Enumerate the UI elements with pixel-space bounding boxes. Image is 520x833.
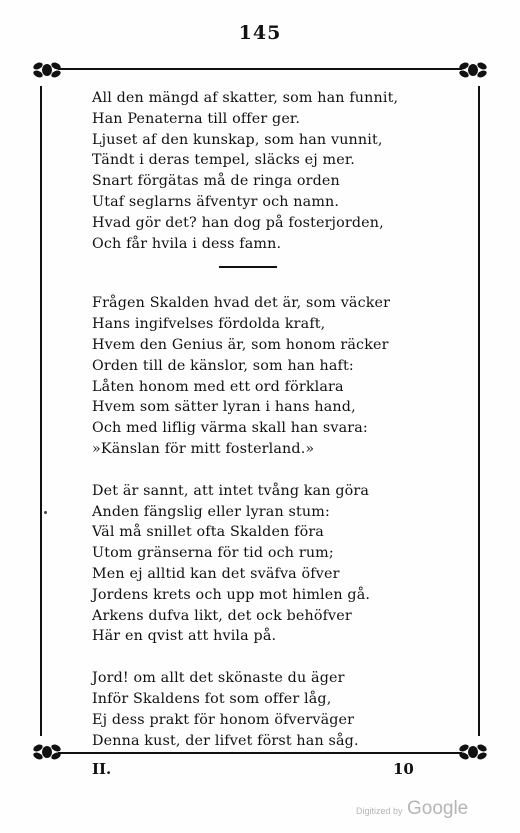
verse-line: Utom gränserna för tid och rum; [92, 545, 334, 562]
verse-line: Hvem som sätter lyran i hans hand, [92, 399, 356, 416]
verse-line: Utaf seglarns äfventyr och namn. [92, 193, 340, 210]
verse-line: Snart förgätas må de ringa orden [92, 173, 340, 190]
verse-line: Här en qvist att hvila på. [92, 628, 277, 645]
verse-line: Inför Skaldens fot som offer låg, [92, 690, 332, 707]
verse-line: Hvem den Genius är, som honom räcker [92, 336, 389, 353]
border-left-line [40, 86, 42, 736]
verse-line: Jordens krets och upp mot himlen gå. [92, 586, 371, 603]
corner-ornament-bottom-right-icon [458, 742, 488, 762]
stanza [92, 481, 432, 647]
digitized-by-watermark [356, 798, 468, 820]
verse-line: Jord! om allt det skönaste du äger [92, 670, 345, 687]
verse-line: Och med liflig värma skall han svara: [92, 420, 368, 437]
verse-line: Hans ingifvelses fördolda kraft, [92, 316, 326, 333]
verse-line: Låten honom med ett ord förklara [92, 378, 344, 395]
verse-line: All den mängd af skatter, som han funnit, [92, 90, 399, 106]
corner-ornament-bottom-left-icon [32, 742, 62, 762]
signature-mark: II. [92, 760, 112, 778]
stanza [92, 668, 432, 751]
border-right-line [478, 86, 480, 736]
ink-speck [44, 511, 47, 514]
verse-line: Och får hvila i dess famn. [92, 235, 282, 252]
verse-line: Denna kust, der lifvet först han såg. [92, 732, 359, 749]
verse-line: Väl må snillet ofta Skalden föra [92, 524, 324, 541]
verse-line: Men ej alltid kan det sväfva öfver [92, 565, 340, 582]
verse-line: Ljuset af den kunskap, som han vunnit, [92, 131, 383, 148]
sheet-number: 10 [393, 760, 414, 778]
verse-line: Ej dess prakt för honom öfverväger [92, 711, 355, 728]
border-top-line [58, 68, 462, 70]
corner-ornament-top-left-icon [32, 60, 62, 80]
page-number: 145 [238, 22, 282, 44]
verse-line: Han Penaterna till offer ger. [92, 110, 301, 127]
verse-line: Anden fängslig eller lyran stum: [92, 503, 330, 520]
verse-line: Frågen Skalden hvad det är, som väcker [92, 295, 391, 312]
section-divider [219, 266, 277, 268]
verse-line: »Känslan för mitt fosterland.» [92, 440, 315, 457]
verse-line: Hvad gör det? han dog på fosterjorden, [92, 214, 384, 231]
stanza [92, 88, 432, 254]
digitized-label: Digitized by [356, 806, 403, 816]
poem-body [92, 88, 432, 751]
verse-line: Arkens dufva likt, det ock behöfver [92, 607, 352, 624]
verse-line: Orden till de känslor, som han haft: [92, 357, 354, 374]
corner-ornament-top-right-icon [458, 60, 488, 80]
google-logo: Google [406, 798, 469, 819]
stanza [92, 293, 432, 459]
border-bottom-line [58, 752, 462, 754]
verse-line: Det är sannt, att intet tvång kan göra [92, 482, 370, 499]
verse-line: Tändt i deras tempel, släcks ej mer. [92, 152, 355, 169]
